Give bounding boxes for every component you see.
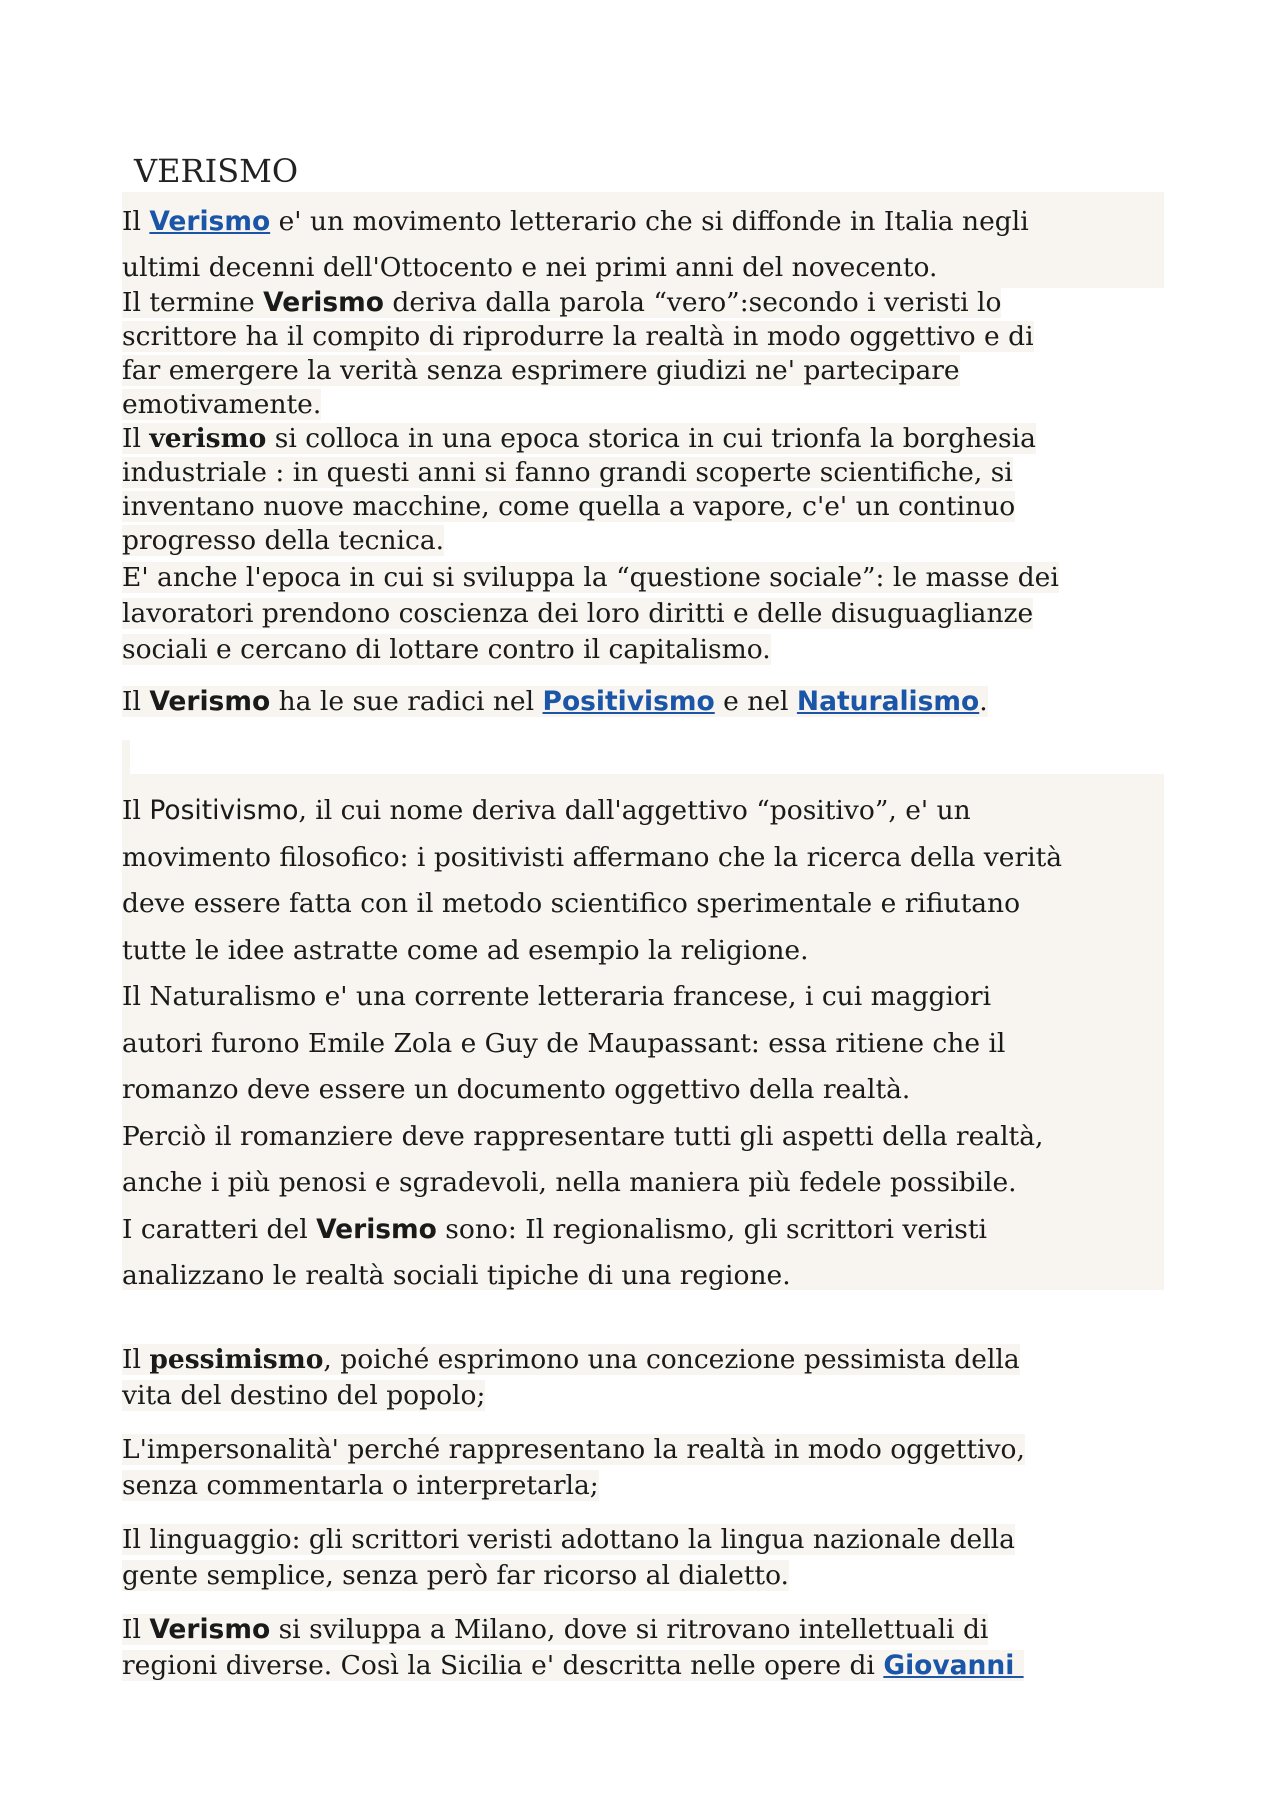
text: e' un movimento letterario che si diffonde in Italia negli [270, 206, 1029, 237]
text: Il termine [122, 287, 264, 318]
text: ha le sue radici nel [270, 686, 543, 717]
bold-term: Verismo [316, 1213, 437, 1245]
paragraph-9 [122, 1522, 1162, 1594]
bold-term: verismo [149, 423, 267, 454]
link-giovanni[interactable]: Giovanni [883, 1650, 1024, 1681]
text: si sviluppa a Milano, dove si ritrovano intellettuali di [270, 1614, 989, 1645]
text: far emergere la verità senza esprimere giudizi ne' partecipare [122, 355, 960, 386]
text: lavoratori prendono coscienza dei loro diritti e delle disuguaglianze [122, 598, 1034, 629]
text: gente semplice, senza però far ricorso al dialetto. [122, 1560, 789, 1591]
link-naturalismo[interactable]: Naturalismo [796, 686, 980, 717]
page-title: VERISMO [134, 152, 299, 190]
bold-term: Verismo [149, 1614, 271, 1645]
empty-line-highlight [122, 740, 130, 774]
paragraph-10 [122, 1612, 1162, 1684]
text: progresso della tecnica. [122, 525, 445, 556]
text: analizzano le realtà sociali tipiche di una regione. [122, 1260, 791, 1291]
link-positivismo[interactable]: Positivismo [542, 686, 715, 717]
text: Il [122, 1614, 150, 1645]
bold-term: Verismo [263, 287, 384, 318]
term: Positivismo [149, 795, 299, 826]
text: romanzo deve essere un documento oggettivo della realtà. [122, 1074, 911, 1105]
text: Il [122, 686, 150, 717]
text: scrittore ha il compito di riprodurre la realtà in modo oggettivo e di [122, 321, 1034, 352]
text: deriva dalla parola “vero”:secondo i veristi lo [383, 287, 1002, 318]
paragraph-3 [122, 422, 1162, 558]
text: anche i più penosi e sgradevoli, nella maniera più fedele possibile. [122, 1167, 1017, 1198]
text: Il Naturalismo e' una corrente letteraria francese, i cui maggiori [122, 981, 992, 1012]
text: I caratteri del [122, 1213, 317, 1245]
text: regioni diverse. Così la Sicilia e' descritta nelle opere di [122, 1650, 884, 1681]
text: sono: Il regionalismo, gli scrittori veristi [436, 1213, 987, 1245]
text: deve essere fatta con il metodo scientifico sperimentale e rifiutano [122, 888, 1021, 919]
text: si colloca in una epoca storica in cui trionfa la borghesia [266, 423, 1036, 454]
text: industriale : in questi anni si fanno grandi scoperte scientifiche, si [122, 457, 1013, 488]
text: Perciò il romanziere deve rappresentare tutti gli aspetti della realtà, [122, 1120, 1044, 1152]
text: tutte le idee astratte come ad esempio la religione. [122, 934, 809, 966]
text: Il [122, 423, 150, 454]
text: Il [122, 206, 150, 237]
paragraph-2 [122, 286, 1162, 422]
text: E' anche l'epoca in cui si sviluppa la “questione sociale”: le masse dei [122, 562, 1059, 593]
text: Il [122, 1344, 150, 1375]
text: Il [122, 795, 150, 826]
text: , il cui nome deriva dall'aggettivo “positivo”, e' un [298, 795, 971, 826]
text: sociali e cercano di lottare contro il capitalismo. [122, 634, 771, 665]
text: emotivamente. [122, 389, 322, 420]
paragraph-6 [122, 788, 1162, 1300]
text: L'impersonalità' perché rappresentano la realtà in modo oggettivo, [122, 1434, 1025, 1465]
bold-term: pessimismo [149, 1344, 324, 1375]
paragraph-5 [122, 686, 1162, 717]
text: e nel [714, 686, 797, 717]
text: movimento filosofico: i positivisti affermano che la ricerca della verità [122, 841, 1063, 873]
text: vita del destino del popolo; [122, 1380, 486, 1411]
paragraph-8 [122, 1432, 1162, 1504]
paragraph-7 [122, 1342, 1162, 1414]
text: inventano nuove macchine, come quella a vapore, c'e' un continuo [122, 491, 1016, 522]
bold-term: Verismo [149, 686, 271, 717]
text: autori furono Emile Zola e Guy de Maupassant: essa ritiene che il [122, 1027, 1006, 1059]
paragraph-4 [122, 560, 1162, 668]
link-verismo[interactable]: Verismo [149, 206, 271, 237]
text: , poiché esprimono una concezione pessimista della [323, 1344, 1020, 1375]
text: ultimi decenni dell'Ottocento e nei primi anni del novecento. [122, 252, 938, 283]
text: . [979, 686, 988, 717]
text: senza commentarla o interpretarla; [122, 1470, 599, 1501]
text: Il linguaggio: gli scrittori veristi adottano la lingua nazionale della [122, 1524, 1015, 1555]
